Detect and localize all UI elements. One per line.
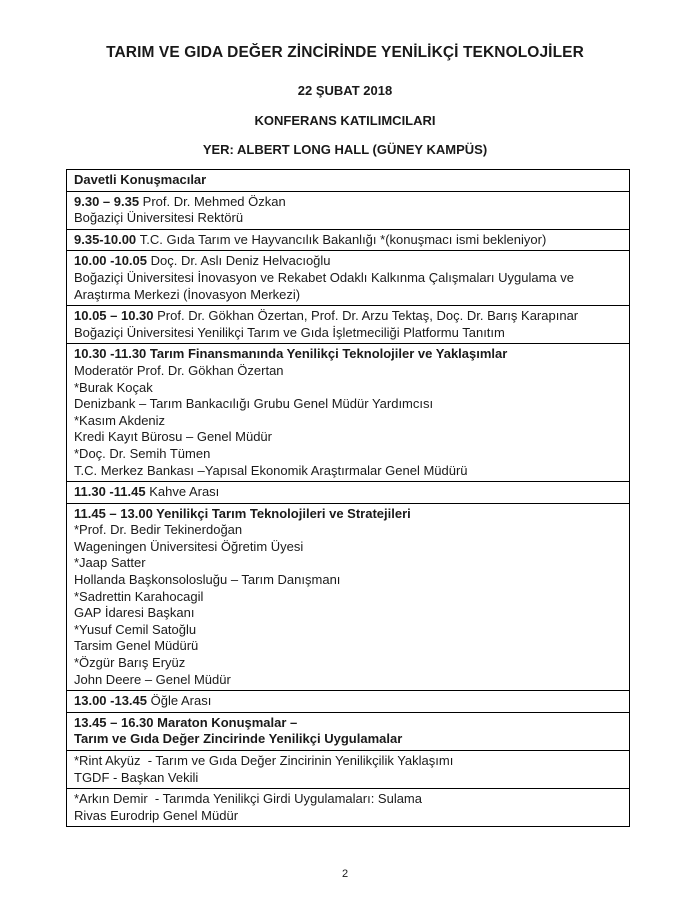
schedule-line (74, 429, 623, 446)
schedule-line (74, 693, 623, 710)
schedule-text: TGDF - Başkan Vekili (74, 769, 199, 785)
schedule-row (67, 751, 629, 789)
schedule-line (74, 672, 623, 689)
schedule-row (67, 170, 629, 192)
schedule-text: Denizbank – Tarım Bankacılığı Grubu Genel Müdür Yardımcısı (74, 396, 434, 412)
schedule-line (74, 446, 623, 463)
schedule-text-bold: 11.45 – 13.00 Yenilikçi Tarım Teknolojileri ve Stratejileri (74, 505, 411, 521)
schedule-line (74, 194, 623, 211)
schedule-line (74, 555, 623, 572)
schedule-text: *Doç. Dr. Semih Tümen (74, 445, 211, 461)
schedule-line (74, 363, 623, 380)
schedule-text: *Özgür Barış Eryüz (74, 655, 186, 671)
schedule-row (67, 691, 629, 713)
schedule-text: *Burak Koçak (74, 379, 153, 395)
schedule-row (67, 504, 629, 692)
schedule-text: T.C. Gıda Tarım ve Hayvancılık Bakanlığı *(konuşmacı ismi bekleniyor) (139, 231, 547, 247)
schedule-line (74, 413, 623, 430)
schedule-text: *Kasım Akdeniz (74, 412, 166, 428)
schedule-row (67, 344, 629, 482)
page-number: 2 (341, 868, 349, 880)
schedule-line (74, 522, 623, 539)
schedule-line (74, 572, 623, 589)
schedule-text-bold: 13.00 -13.45 (74, 693, 151, 709)
schedule-text: Tarsim Genel Müdürü (74, 638, 199, 654)
schedule-row (67, 482, 629, 504)
participants-heading: KONFERANS KATILIMCILARI (254, 113, 436, 128)
schedule-text: Boğaziçi Üniversitesi Yenilikçi Tarım ve Gıda İşletmeciliği Platformu Tanıtım (74, 324, 505, 340)
schedule-table (66, 169, 630, 827)
schedule-line (74, 770, 623, 787)
document-title: TARIM VE GIDA DEĞER ZİNCİRİNDE YENİLİKÇİ TEKNOLOJİLER (106, 44, 584, 61)
venue-line: YER: ALBERT LONG HALL (GÜNEY KAMPÜS) (202, 142, 488, 157)
schedule-line (74, 753, 623, 770)
schedule-text: *Prof. Dr. Bedir Tekinerdoğan (74, 522, 243, 538)
schedule-line (74, 325, 623, 342)
schedule-row (67, 230, 629, 252)
schedule-line (74, 655, 623, 672)
schedule-line (74, 253, 623, 270)
schedule-text: Prof. Dr. Gökhan Özertan, Prof. Dr. Arzu Tektaş, Doç. Dr. Barış Karapınar (157, 308, 579, 324)
schedule-text-bold: 10.05 – 10.30 (74, 308, 158, 324)
schedule-text-bold: Davetli Konuşmacılar (74, 172, 207, 187)
schedule-text: Rivas Eurodrip Genel Müdür (74, 807, 239, 823)
schedule-text-bold: Tarım ve Gıda Değer Zincirinde Yenilikçi Uygulamalar (74, 731, 403, 747)
schedule-text-bold: 11.30 -11.45 (74, 484, 150, 500)
schedule-line (74, 270, 623, 303)
schedule-text: Moderatör Prof. Dr. Gökhan Özertan (74, 362, 284, 378)
schedule-row (67, 713, 629, 751)
schedule-line (74, 232, 623, 249)
schedule-line (74, 210, 623, 227)
schedule-text-bold: 10.30 -11.30 Tarım Finansmanında Yenilikçi Teknolojiler ve Yaklaşımlar (74, 346, 508, 362)
schedule-text: Wageningen Üniversitesi Öğretim Üyesi (74, 538, 304, 554)
schedule-text-bold: 10.00 -10.05 (74, 253, 151, 269)
schedule-line (74, 308, 623, 325)
schedule-line (74, 463, 623, 480)
schedule-text: Prof. Dr. Mehmed Özkan (142, 193, 286, 209)
schedule-line (74, 539, 623, 556)
schedule-row (67, 251, 629, 306)
schedule-line (74, 605, 623, 622)
schedule-line (74, 791, 623, 808)
schedule-line (74, 731, 623, 748)
schedule-text: *Jaap Satter (74, 555, 146, 571)
schedule-text: Öğle Arası (150, 693, 212, 709)
schedule-text: T.C. Merkez Bankası –Yapısal Ekonomik Araştırmalar Genel Müdürü (74, 462, 468, 478)
schedule-text-bold: 9.30 – 9.35 (74, 193, 143, 209)
schedule-line (74, 506, 623, 523)
schedule-line (74, 380, 623, 397)
schedule-text: *Rint Akyüz - Tarım ve Gıda Değer Zincirinin Yenilikçilik Yaklaşımı (74, 753, 454, 768)
schedule-line (74, 622, 623, 639)
schedule-text: Hollanda Başkonsolosluğu – Tarım Danışmanı (74, 572, 341, 588)
schedule-text: John Deere – Genel Müdür (74, 671, 231, 687)
schedule-line (74, 715, 623, 732)
event-date: 22 ŞUBAT 2018 (297, 83, 393, 98)
schedule-text: *Sadrettin Karahocagil (74, 588, 204, 604)
schedule-text: GAP İdaresi Başkanı (74, 605, 195, 621)
schedule-text: Kahve Arası (149, 484, 220, 500)
schedule-text: Boğaziçi Üniversitesi İnovasyon ve Rekabet Odaklı Kalkınma Çalışmaları Uygulama ve Araştırma Merkezi (İnovasyon Merkezi) (74, 269, 577, 302)
schedule-line (74, 589, 623, 606)
schedule-text-bold: 9.35-10.00 (74, 231, 140, 247)
schedule-line (74, 638, 623, 655)
schedule-line (74, 808, 623, 825)
schedule-text: Boğaziçi Üniversitesi Rektörü (74, 210, 244, 226)
schedule-text: Doç. Dr. Aslı Deniz Helvacıoğlu (150, 253, 331, 269)
schedule-row (67, 192, 629, 230)
schedule-row (67, 306, 629, 344)
schedule-line (74, 484, 623, 501)
schedule-text-bold: 13.45 – 16.30 Maraton Konuşmalar – (74, 714, 298, 730)
schedule-line (74, 172, 623, 189)
schedule-text: *Yusuf Cemil Satoğlu (74, 621, 197, 637)
schedule-line (74, 396, 623, 413)
schedule-text: Kredi Kayıt Bürosu – Genel Müdür (74, 429, 272, 445)
schedule-line (74, 346, 623, 363)
schedule-text: *Arkın Demir - Tarımda Yenilikçi Girdi Uygulamaları: Sulama (74, 791, 422, 807)
schedule-row (67, 789, 629, 826)
